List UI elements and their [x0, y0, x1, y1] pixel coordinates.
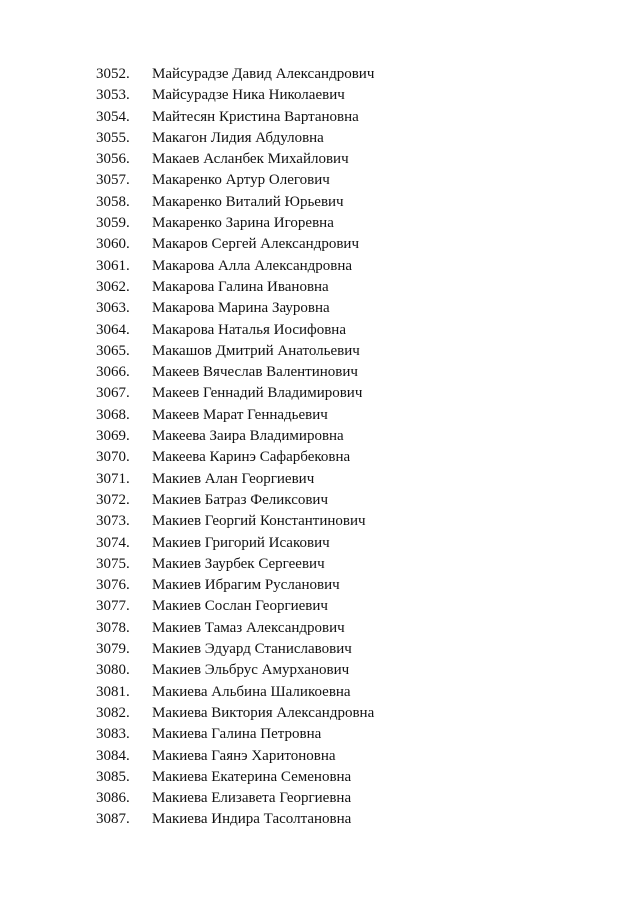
list-item	[96, 575, 374, 596]
entry-name: Макиева Елизавета Георгиевна	[152, 790, 352, 807]
entry-name: Майсурадзе Давид Александрович	[152, 66, 375, 82]
entry-name: Макаев Асланбек Михайлович	[152, 151, 349, 168]
entry-name: Макарова Марина Зауровна	[152, 300, 330, 317]
entry-number: 3055.	[96, 129, 130, 146]
entry-name: Макиев Батраз Феликсович	[152, 491, 329, 508]
entry-number: 3084.	[96, 747, 130, 764]
entry-name: Макарова Галина Ивановна	[152, 278, 329, 295]
entry-name: Макашов Дмитрий Анатольевич	[152, 342, 360, 359]
list-item	[96, 746, 374, 767]
entry-number: 3063.	[96, 300, 130, 317]
entry-name: Макеев Геннадий Владимирович	[152, 385, 363, 402]
numbered-name-list	[96, 64, 374, 831]
list-item	[96, 511, 374, 532]
list-item	[96, 128, 374, 149]
entry-name: Макиева Альбина Шаликоевна	[152, 683, 351, 700]
list-item	[96, 85, 374, 106]
list-item	[96, 596, 374, 617]
entry-name: Макагон Лидия Абдуловна	[152, 129, 324, 146]
entry-name: Макаренко Артур Олегович	[152, 172, 330, 189]
entry-number: 3062.	[96, 278, 130, 295]
list-item	[96, 554, 374, 575]
entry-number: 3078.	[96, 619, 130, 636]
list-item	[96, 213, 374, 234]
entry-number: 3061.	[96, 257, 130, 274]
entry-number: 3077.	[96, 598, 130, 615]
list-item	[96, 618, 374, 639]
entry-name: Макеев Марат Геннадьевич	[152, 406, 328, 423]
list-item	[96, 788, 374, 809]
entry-number: 3066.	[96, 364, 130, 381]
entry-number: 3069.	[96, 428, 130, 445]
list-item	[96, 426, 374, 447]
list-item	[96, 320, 374, 341]
list-item	[96, 341, 374, 362]
entry-name: Макиев Ибрагим Русланович	[152, 577, 340, 594]
entry-number: 3070.	[96, 449, 130, 466]
list-item	[96, 639, 374, 660]
entry-number: 3072.	[96, 491, 130, 508]
entry-number: 3071.	[96, 470, 130, 487]
entry-number: 3081.	[96, 683, 130, 700]
list-item	[96, 533, 374, 554]
list-item	[96, 703, 374, 724]
list-item	[96, 447, 374, 468]
entry-name: Макеев Вячеслав Валентинович	[152, 364, 358, 381]
list-item	[96, 107, 374, 128]
list-item	[96, 277, 374, 298]
list-item	[96, 469, 374, 490]
list-item	[96, 490, 374, 511]
entry-number: 3058.	[96, 193, 130, 210]
entry-number: 3087.	[96, 811, 130, 828]
entry-name: Макиев Георгий Константинович	[152, 513, 366, 530]
list-item	[96, 298, 374, 319]
entry-number: 3075.	[96, 555, 130, 572]
entry-number: 3056.	[96, 151, 130, 168]
entry-number: 3068.	[96, 406, 130, 423]
list-item	[96, 192, 374, 213]
entry-number: 3057.	[96, 172, 130, 189]
list-item	[96, 170, 374, 191]
entry-name: Макиев Эдуард Станиславович	[152, 641, 352, 658]
entry-name: Макаренко Зарина Игоревна	[152, 215, 334, 232]
entry-number: 3082.	[96, 704, 130, 721]
list-item	[96, 660, 374, 681]
entry-number: 3059.	[96, 215, 130, 232]
entry-number: 3060.	[96, 236, 130, 253]
entry-name: Макарова Алла Александровна	[152, 257, 353, 274]
entry-name: Макеева Каринэ Сафарбековна	[152, 449, 351, 466]
list-item	[96, 234, 374, 255]
entry-name: Макеева Заира Владимировна	[152, 428, 344, 445]
entry-number: 3067.	[96, 385, 130, 402]
entry-number: 3085.	[96, 768, 130, 785]
entry-name: Макиев Эльбрус Амурханович	[152, 662, 350, 679]
list-item	[96, 149, 374, 170]
list-item	[96, 362, 374, 383]
entry-number: 3065.	[96, 342, 130, 359]
entry-name: Макиев Тамаз Александрович	[152, 619, 345, 636]
entry-number: 3054.	[96, 108, 130, 125]
entry-number: 3073.	[96, 513, 130, 530]
list-item	[96, 383, 374, 404]
entry-number: 3052.	[96, 66, 130, 82]
entry-name: Макиева Екатерина Семеновна	[152, 768, 352, 785]
list-item	[96, 256, 374, 277]
entry-name: Макиева Индира Тасолтановна	[152, 811, 352, 828]
entry-name: Макиев Заурбек Сергеевич	[152, 555, 325, 572]
list-item	[96, 767, 374, 788]
entry-name: Макарова Наталья Иосифовна	[152, 321, 346, 338]
entry-name: Макиев Алан Георгиевич	[152, 470, 315, 487]
list-item	[96, 682, 374, 703]
entry-name: Майтесян Кристина Вартановна	[152, 108, 359, 125]
entry-number: 3080.	[96, 662, 130, 679]
list-item	[96, 724, 374, 745]
entry-number: 3083.	[96, 726, 130, 743]
entry-name: Макиев Григорий Исакович	[152, 534, 330, 551]
entry-number: 3053.	[96, 87, 130, 104]
entry-number: 3086.	[96, 790, 130, 807]
entry-number: 3079.	[96, 641, 130, 658]
list-item	[96, 809, 374, 830]
entry-name: Макаренко Виталий Юрьевич	[152, 193, 344, 210]
entry-name: Макаров Сергей Александрович	[152, 236, 359, 253]
entry-number: 3076.	[96, 577, 130, 594]
entry-name: Макиева Галина Петровна	[152, 726, 322, 743]
list-item	[96, 405, 374, 426]
entry-number: 3064.	[96, 321, 130, 338]
entry-name: Макиева Гаянэ Харитоновна	[152, 747, 336, 764]
entry-name: Макиева Виктория Александровна	[152, 704, 375, 721]
entry-number: 3074.	[96, 534, 130, 551]
entry-name: Макиев Сослан Георгиевич	[152, 598, 328, 615]
list-item	[96, 64, 374, 85]
entry-name: Майсурадзе Ника Николаевич	[152, 87, 345, 104]
